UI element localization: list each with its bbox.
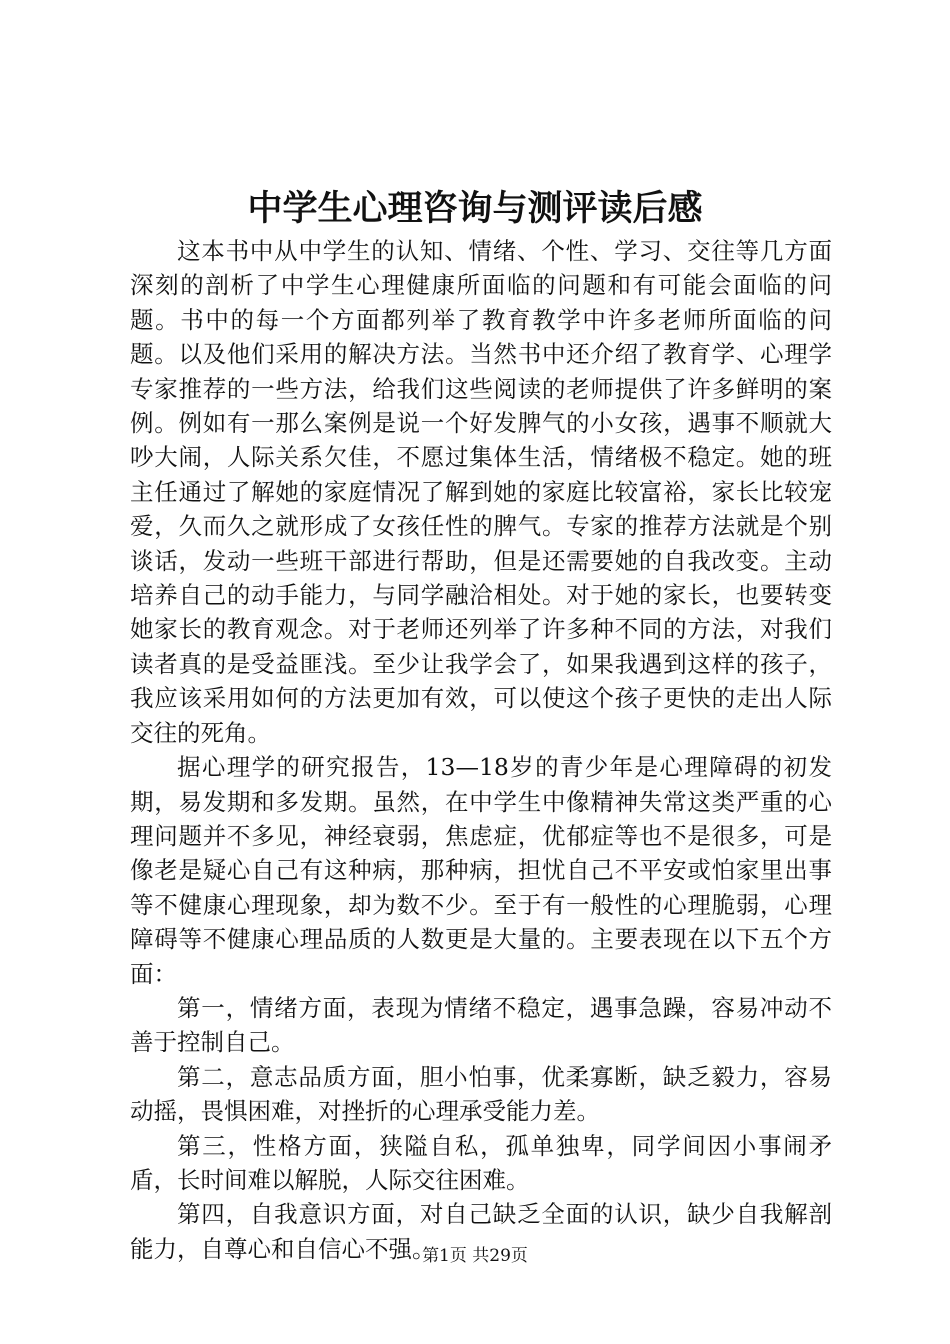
paragraph-3: 第一，情绪方面，表现为情绪不稳定，遇事急躁，容易冲动不善于控制自己。: [130, 993, 832, 1057]
paragraph-5: 第三，性格方面，狭隘自私，孤单独卑，同学间因小事闹矛盾，长时间难以解脱，人际交往困难。: [130, 1131, 832, 1194]
paragraph-2: 据心理学的研究报告，13—18岁的青少年是心理障碍的初发期，易发期和多发期。虽然，在中学生中像精神失常这类严重的心理问题并不多见，神经衰弱，焦虑症，优郁症等也不是很多，可是像老是疑心自己有这种病，那种病，担忧自己不平安或怕家里出事等不健康心理现象，却为数不少。至于有一般性的心理脆弱，心理障碍等不健康心理品质的人数更是大量的。主要表现在以下五个方面：: [130, 753, 832, 988]
document-title: 中学生心理咨询与测评读后感: [247, 188, 703, 229]
page-number-footer: 第1页 共29页: [422, 1246, 528, 1266]
paragraph-4: 第二，意志品质方面，胆小怕事，优柔寡断，缺乏毅力，容易动摇，畏惧困难，对挫折的心理承受能力差。: [130, 1062, 832, 1126]
paragraph-1: 这本书中从中学生的认知、情绪、个性、学习、交往等几方面深刻的剖析了中学生心理健康所面临的问题和有可能会面临的问题。书中的每一个方面都列举了教育教学中许多老师所面临的问题。以及他们采用的解决方法。当然书中还介绍了教育学、心理学专家推荐的一些方法，给我们这些阅读的老师提供了许多鲜明的案例。例如有一那么案例是说一个好发脾气的小女孩，遇事不顺就大吵大闹，人际关系欠佳，不愿过集体生活，情绪极不稳定。她的班主任通过了解她的家庭情况了解到她的家庭比较富裕，家长比较宠爱，久而久之就形成了女孩任性的脾气。专家的推荐方法就是个别谈话，发动一些班干部进行帮助，但是还需要她的自我改变。主动培养自己的动手能力，与同学融洽相处。对于她的家长，也要转变她家长的教育观念。对于老师还列举了许多种不同的方法，对我们读者真的是受益匪浅。至少让我学会了，如果我遇到这样的孩子，我应该采用如何的方法更加有效，可以使这个孩子更快的走出人际交往的死角。: [130, 237, 832, 747]
document-body: [130, 234, 832, 1266]
paragraph-6: 第四，自我意识方面，对自己缺乏全面的认识，缺少自我解剖能力，自尊心和自信心不强。: [130, 1200, 832, 1263]
